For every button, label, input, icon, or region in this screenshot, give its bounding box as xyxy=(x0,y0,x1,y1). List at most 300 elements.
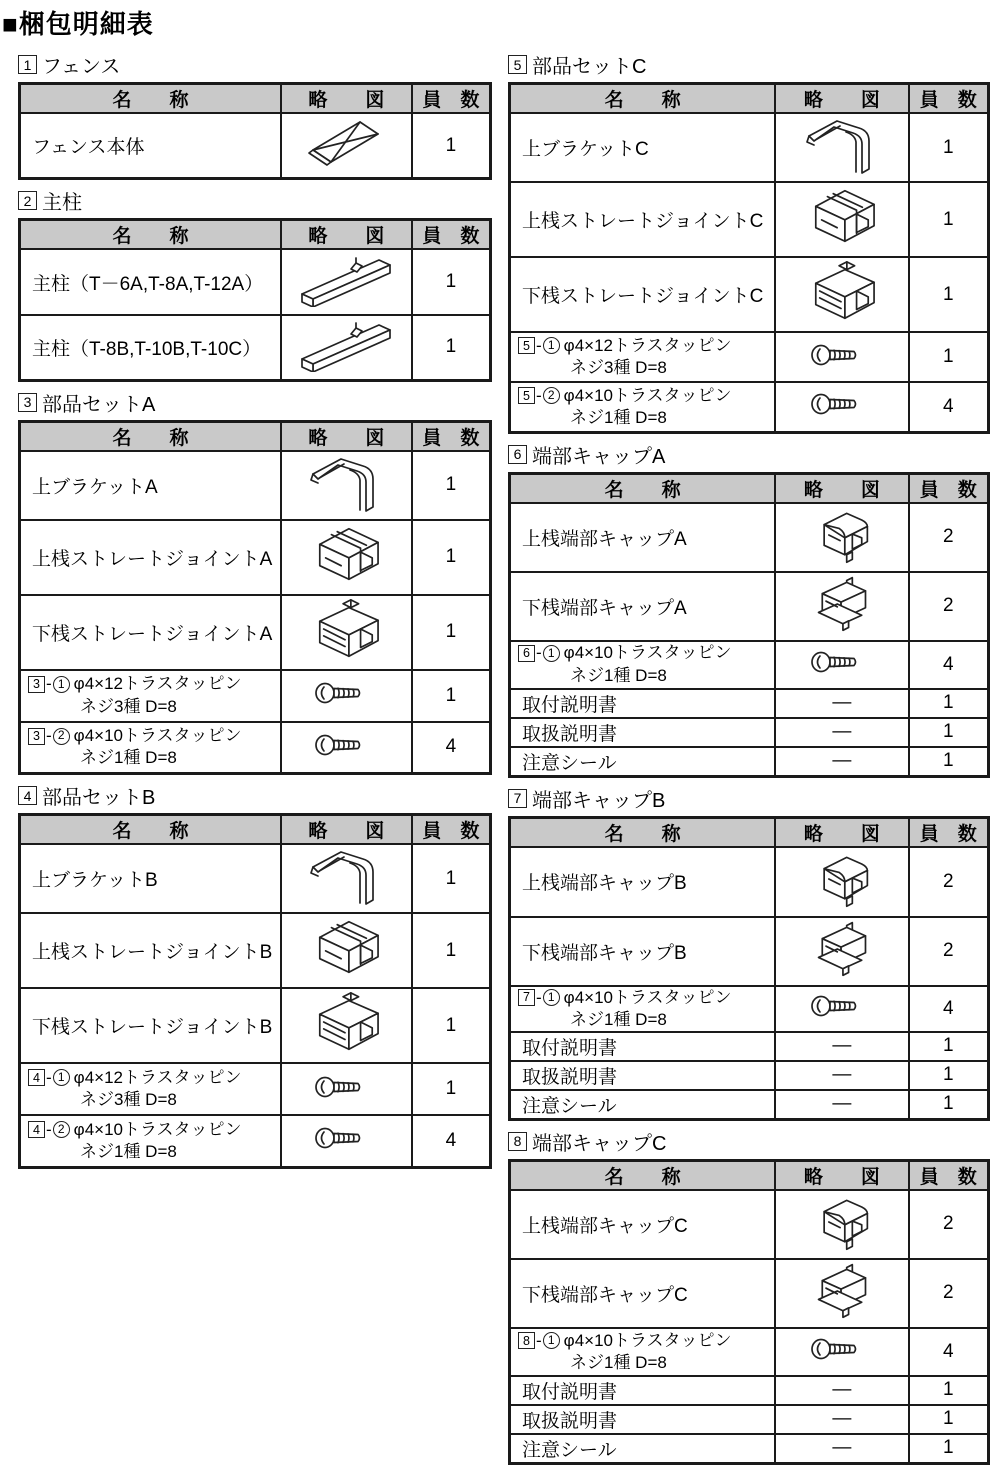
table-row xyxy=(510,332,989,382)
header-qty: 員 数 xyxy=(412,84,491,114)
qty-cell: 1 xyxy=(412,520,491,595)
parts-table xyxy=(18,82,492,180)
sketch-cell xyxy=(775,1032,908,1061)
table-row xyxy=(510,1376,989,1405)
sketch-cell xyxy=(281,113,412,179)
part-name: 上ブラケットC xyxy=(522,139,649,160)
name-cell xyxy=(510,257,776,332)
section-2 xyxy=(18,186,492,382)
section-title: フェンス xyxy=(42,56,121,78)
screw-icon xyxy=(314,1074,378,1100)
dash-mark: ― xyxy=(832,1437,852,1459)
section-7 xyxy=(508,784,990,1121)
sketch-cell xyxy=(281,670,412,722)
table-row xyxy=(20,595,491,670)
qty-cell: 1 xyxy=(412,844,491,913)
qty-cell: 1 xyxy=(412,315,491,380)
name-cell xyxy=(510,1190,776,1259)
part-name: 取扱説明書 xyxy=(522,723,618,745)
table-row xyxy=(20,1063,491,1115)
ref-hyphen: - xyxy=(536,643,542,663)
ref-circle-number: 1 xyxy=(543,337,560,354)
name-cell xyxy=(20,844,281,913)
ref-hyphen: - xyxy=(536,385,542,405)
ref-circle-number: 1 xyxy=(543,1332,560,1349)
page-title: ■梱包明細表 xyxy=(2,9,154,39)
screw-name-line2: ネジ1種 D=8 xyxy=(80,748,177,768)
screw-spec: φ4×10トラスタッピン xyxy=(563,987,732,1007)
header-name: 名 称 xyxy=(510,473,776,503)
screw-spec: φ4×12トラスタッピン xyxy=(73,674,242,694)
qty-cell: 1 xyxy=(909,113,989,182)
section-title: 部品セットA xyxy=(42,393,156,416)
ref-box-number: 6 xyxy=(518,645,535,662)
section-title: 端部キャップA xyxy=(532,445,666,468)
part-name: 主柱（T-8B,T-10B,T-10C） xyxy=(32,338,262,360)
cap-top-icon xyxy=(805,848,879,910)
header-row xyxy=(20,421,491,451)
qty-cell: 1 xyxy=(909,689,989,718)
name-cell xyxy=(20,113,281,179)
screw-name-line2: ネジ1種 D=8 xyxy=(570,1009,667,1029)
name-cell xyxy=(20,520,281,595)
section-number: 4 xyxy=(18,786,37,805)
bracket-icon xyxy=(303,845,389,907)
ref-box-number: 5 xyxy=(518,337,535,354)
ref-hyphen: - xyxy=(46,674,52,694)
section-title: 主柱 xyxy=(42,192,82,214)
header-sketch: 略 図 xyxy=(775,817,908,847)
qty-cell: 1 xyxy=(909,332,989,382)
part-name: 取付説明書 xyxy=(522,694,618,716)
section-label xyxy=(508,440,990,469)
sketch-cell xyxy=(281,844,412,913)
qty-cell: 4 xyxy=(909,382,989,432)
sketch-cell xyxy=(775,1405,908,1434)
cap-bottom-icon xyxy=(805,1260,879,1322)
screw-name-line1 xyxy=(518,335,774,357)
screw-spec: φ4×10トラスタッピン xyxy=(73,1119,242,1139)
qty-cell: 4 xyxy=(412,722,491,774)
screw-name-line1 xyxy=(518,642,774,664)
screw-name-line2: ネジ1種 D=8 xyxy=(570,407,667,427)
screw-name-line1 xyxy=(28,725,280,747)
part-name: 注意シール xyxy=(522,1095,617,1117)
sketch-cell xyxy=(775,572,908,641)
part-name: 下桟端部キャップC xyxy=(522,1284,688,1306)
screw-name-line1 xyxy=(518,1330,774,1352)
parts-table xyxy=(508,816,990,1121)
table-row xyxy=(510,1259,989,1328)
screw-icon xyxy=(810,342,874,368)
qty-cell: 1 xyxy=(412,670,491,722)
ref-circle-number: 1 xyxy=(53,676,70,693)
dash-mark: ― xyxy=(832,1064,852,1086)
table-row xyxy=(510,1190,989,1259)
section-number: 6 xyxy=(508,445,527,464)
name-cell xyxy=(20,315,281,380)
table-row xyxy=(20,913,491,988)
section-number: 7 xyxy=(508,789,527,808)
qty-cell: 4 xyxy=(909,986,989,1032)
screw-icon xyxy=(810,993,874,1019)
qty-cell: 1 xyxy=(909,1032,989,1061)
header-name: 名 称 xyxy=(510,817,776,847)
parts-table xyxy=(508,472,990,778)
name-cell xyxy=(510,747,776,777)
table-row xyxy=(20,1115,491,1167)
part-name: 下桟ストレートジョイントA xyxy=(32,623,273,645)
ref-circle-number: 1 xyxy=(53,1069,70,1086)
name-cell xyxy=(510,113,776,182)
name-cell xyxy=(510,1061,776,1090)
header-name: 名 称 xyxy=(510,84,776,114)
part-name: 取付説明書 xyxy=(522,1381,618,1403)
sketch-cell xyxy=(281,451,412,520)
header-sketch: 略 図 xyxy=(281,421,412,451)
qty-cell: 1 xyxy=(412,1063,491,1115)
parts-table xyxy=(508,1159,990,1465)
table-row xyxy=(510,641,989,689)
part-name: 下桟ストレートジョイントC xyxy=(522,286,764,307)
qty-cell: 2 xyxy=(909,572,989,641)
table-row xyxy=(20,722,491,774)
packing-list-page xyxy=(0,4,1000,1461)
part-name: 注意シール xyxy=(522,752,617,774)
name-cell xyxy=(510,718,776,747)
sketch-cell xyxy=(775,1259,908,1328)
section-6 xyxy=(508,440,990,778)
table-row xyxy=(20,988,491,1063)
sketch-cell xyxy=(775,503,908,572)
header-row xyxy=(510,473,989,503)
name-cell xyxy=(20,1115,281,1167)
table-row xyxy=(510,1090,989,1120)
screw-name-line1 xyxy=(518,987,774,1009)
part-name: フェンス本体 xyxy=(32,137,145,158)
table-row xyxy=(20,113,491,179)
screw-name-line1 xyxy=(28,1067,280,1089)
table-row xyxy=(510,917,989,986)
name-cell xyxy=(510,847,776,917)
ref-box-number: 3 xyxy=(28,728,45,745)
name-cell xyxy=(20,249,281,315)
parts-table xyxy=(18,813,492,1169)
header-sketch: 略 図 xyxy=(281,815,412,845)
name-cell xyxy=(510,1405,776,1434)
joint-top-icon xyxy=(304,521,388,589)
dash-mark: ― xyxy=(832,721,852,742)
sketch-cell xyxy=(775,689,908,718)
dash-mark: ― xyxy=(832,692,852,713)
section-title: 部品セットB xyxy=(42,787,156,809)
name-cell xyxy=(510,182,776,257)
table-row xyxy=(20,670,491,722)
ref-hyphen: - xyxy=(46,726,52,746)
name-cell xyxy=(510,332,776,382)
section-label xyxy=(18,186,492,215)
name-cell xyxy=(510,986,776,1032)
screw-spec: φ4×10トラスタッピン xyxy=(563,1330,732,1350)
section-label xyxy=(18,388,492,417)
screw-icon xyxy=(314,732,378,758)
name-cell xyxy=(20,722,281,774)
qty-cell: 2 xyxy=(909,1190,989,1259)
header-row xyxy=(20,84,491,114)
table-row xyxy=(510,382,989,432)
name-cell xyxy=(20,988,281,1063)
header-sketch: 略 図 xyxy=(281,220,412,250)
parts-table xyxy=(18,218,492,382)
header-row xyxy=(510,1160,989,1190)
right-column xyxy=(508,49,990,1471)
post-icon xyxy=(293,318,399,372)
section-title: 端部キャップC xyxy=(532,1132,667,1155)
header-qty: 員 数 xyxy=(909,473,989,503)
parts-table xyxy=(508,82,990,434)
qty-cell: 1 xyxy=(909,747,989,777)
part-name: 上ブラケットA xyxy=(32,476,158,498)
header-qty: 員 数 xyxy=(909,84,989,114)
bracket-icon xyxy=(799,114,885,176)
qty-cell: 4 xyxy=(909,641,989,689)
section-4 xyxy=(18,781,492,1169)
name-cell xyxy=(510,1376,776,1405)
sketch-cell xyxy=(775,1328,908,1376)
ref-hyphen: - xyxy=(46,1119,52,1139)
header-sketch: 略 図 xyxy=(775,84,908,114)
qty-cell: 2 xyxy=(909,1259,989,1328)
screw-spec: φ4×12トラスタッピン xyxy=(563,335,732,355)
ref-hyphen: - xyxy=(46,1067,52,1087)
screw-name-line1 xyxy=(28,673,280,695)
screw-spec: φ4×12トラスタッピン xyxy=(73,1067,242,1087)
name-cell xyxy=(510,641,776,689)
qty-cell: 1 xyxy=(909,1434,989,1464)
sketch-cell xyxy=(281,595,412,670)
section-number: 8 xyxy=(508,1132,527,1151)
qty-cell: 2 xyxy=(909,847,989,917)
header-sketch: 略 図 xyxy=(775,1160,908,1190)
screw-spec: φ4×10トラスタッピン xyxy=(563,385,732,405)
section-1 xyxy=(18,50,492,180)
part-name: 上桟ストレートジョイントA xyxy=(32,548,273,570)
header-row xyxy=(20,815,491,845)
part-name: 取扱説明書 xyxy=(522,1410,618,1432)
header-row xyxy=(510,84,989,114)
header-sketch: 略 図 xyxy=(281,84,412,114)
qty-cell: 4 xyxy=(412,1115,491,1167)
header-name: 名 称 xyxy=(510,1160,776,1190)
name-cell xyxy=(20,451,281,520)
section-number: 5 xyxy=(508,55,527,74)
name-cell xyxy=(510,1434,776,1464)
name-cell xyxy=(510,689,776,718)
table-row xyxy=(20,315,491,380)
sketch-cell xyxy=(281,1115,412,1167)
header-qty: 員 数 xyxy=(909,1160,989,1190)
table-row xyxy=(510,257,989,332)
ref-circle-number: 2 xyxy=(53,1121,70,1138)
part-name: 下桟ストレートジョイントB xyxy=(32,1017,273,1038)
part-name: 上桟ストレートジョイントB xyxy=(32,942,273,963)
ref-hyphen: - xyxy=(536,335,542,355)
ref-box-number: 8 xyxy=(518,1332,535,1349)
table-row xyxy=(510,1434,989,1464)
header-name: 名 称 xyxy=(20,421,281,451)
cap-top-icon xyxy=(805,504,879,566)
joint-bottom-icon xyxy=(304,596,388,664)
section-label xyxy=(18,50,492,79)
part-name: 上ブラケットB xyxy=(32,870,158,891)
parts-table xyxy=(18,420,492,776)
header-qty: 員 数 xyxy=(412,220,491,250)
dash-mark: ― xyxy=(832,1379,852,1401)
sketch-cell xyxy=(281,913,412,988)
ref-box-number: 3 xyxy=(28,676,45,693)
sketch-cell xyxy=(775,382,908,432)
screw-icon xyxy=(314,1125,378,1151)
post-icon xyxy=(293,253,399,307)
sketch-cell xyxy=(775,113,908,182)
joint-bottom-icon xyxy=(304,989,388,1057)
qty-cell: 2 xyxy=(909,917,989,986)
sketch-cell xyxy=(775,641,908,689)
bracket-icon xyxy=(303,452,389,514)
section-title: 部品セットC xyxy=(532,56,647,78)
name-cell xyxy=(20,595,281,670)
header-row xyxy=(20,220,491,250)
sketch-cell xyxy=(775,1090,908,1120)
qty-cell: 4 xyxy=(909,1328,989,1376)
dash-mark: ― xyxy=(832,1408,852,1430)
qty-cell: 1 xyxy=(412,249,491,315)
part-name: 上桟端部キャップC xyxy=(522,1215,688,1237)
ref-box-number: 4 xyxy=(28,1121,45,1138)
qty-cell: 1 xyxy=(909,718,989,747)
part-name: 上桟ストレートジョイントC xyxy=(522,211,764,232)
sketch-cell xyxy=(775,747,908,777)
sketch-cell xyxy=(281,722,412,774)
section-label xyxy=(508,50,990,79)
screw-name-line1 xyxy=(28,1119,280,1141)
screw-name-line2: ネジ1種 D=8 xyxy=(570,1352,667,1372)
sketch-cell xyxy=(775,1376,908,1405)
sketch-cell xyxy=(281,988,412,1063)
screw-name-line2: ネジ1種 D=8 xyxy=(570,665,667,685)
section-number: 1 xyxy=(18,55,37,74)
section-number: 3 xyxy=(18,393,37,412)
screw-spec: φ4×10トラスタッピン xyxy=(563,643,732,663)
sketch-cell xyxy=(281,249,412,315)
ref-circle-number: 2 xyxy=(53,728,70,745)
screw-name-line2: ネジ3種 D=8 xyxy=(80,1090,177,1109)
name-cell xyxy=(510,503,776,572)
table-row xyxy=(510,689,989,718)
qty-cell: 1 xyxy=(909,1090,989,1120)
name-cell xyxy=(20,1063,281,1115)
two-column-layout xyxy=(0,49,1000,1471)
section-title: 端部キャップB xyxy=(532,789,666,812)
dash-mark: ― xyxy=(832,1093,852,1115)
sketch-cell xyxy=(775,182,908,257)
qty-cell: 2 xyxy=(909,503,989,572)
sketch-cell xyxy=(775,1061,908,1090)
table-row xyxy=(20,844,491,913)
name-cell xyxy=(20,670,281,722)
table-row xyxy=(510,1032,989,1061)
qty-cell: 1 xyxy=(412,113,491,179)
header-name: 名 称 xyxy=(20,84,281,114)
header-sketch: 略 図 xyxy=(775,473,908,503)
sketch-cell xyxy=(775,1190,908,1259)
header-name: 名 称 xyxy=(20,815,281,845)
qty-cell: 1 xyxy=(909,1405,989,1434)
table-row xyxy=(510,986,989,1032)
sketch-cell xyxy=(281,520,412,595)
screw-icon xyxy=(314,680,378,706)
name-cell xyxy=(20,913,281,988)
sketch-cell xyxy=(281,1063,412,1115)
name-cell xyxy=(510,1328,776,1376)
part-name: 上桟端部キャップB xyxy=(522,873,687,894)
joint-bottom-icon xyxy=(800,258,884,326)
qty-cell: 1 xyxy=(412,451,491,520)
part-name: 主柱（T－6A,T-8A,T-12A） xyxy=(32,273,264,295)
joint-top-icon xyxy=(800,183,884,251)
section-number: 2 xyxy=(18,191,37,210)
section-label xyxy=(508,784,990,813)
table-row xyxy=(20,520,491,595)
ref-hyphen: - xyxy=(536,1330,542,1350)
screw-name-line2: ネジ3種 D=8 xyxy=(80,696,177,716)
fence-panel-icon xyxy=(299,114,394,172)
ref-box-number: 7 xyxy=(518,989,535,1006)
section-3 xyxy=(18,388,492,776)
ref-box-number: 4 xyxy=(28,1069,45,1086)
screw-name-line2: ネジ3種 D=8 xyxy=(570,358,667,377)
ref-box-number: 5 xyxy=(518,387,535,404)
table-row xyxy=(510,747,989,777)
section-label xyxy=(18,781,492,810)
qty-cell: 1 xyxy=(412,913,491,988)
sketch-cell xyxy=(775,986,908,1032)
cap-bottom-icon xyxy=(805,573,879,635)
name-cell xyxy=(510,572,776,641)
qty-cell: 1 xyxy=(412,988,491,1063)
part-name: 下桟端部キャップA xyxy=(522,597,687,619)
part-name: 上桟端部キャップA xyxy=(522,528,687,550)
sketch-cell xyxy=(775,847,908,917)
ref-circle-number: 2 xyxy=(543,387,560,404)
table-row xyxy=(510,1061,989,1090)
table-row xyxy=(510,503,989,572)
sketch-cell xyxy=(281,315,412,380)
screw-icon xyxy=(810,649,874,675)
screw-name-line1 xyxy=(518,385,774,407)
header-qty: 員 数 xyxy=(909,817,989,847)
cap-bottom-icon xyxy=(805,918,879,980)
table-row xyxy=(20,249,491,315)
table-row xyxy=(510,1328,989,1376)
table-row xyxy=(510,1405,989,1434)
table-row xyxy=(510,113,989,182)
header-qty: 員 数 xyxy=(412,421,491,451)
section-label xyxy=(508,1127,990,1156)
table-row xyxy=(20,451,491,520)
table-row xyxy=(510,847,989,917)
sketch-cell xyxy=(775,718,908,747)
